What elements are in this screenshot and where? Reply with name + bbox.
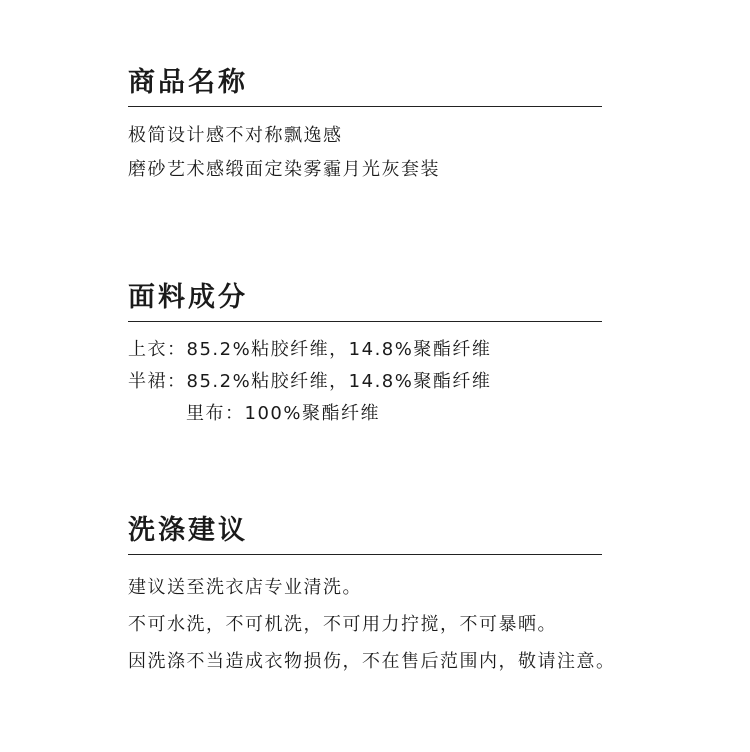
care-line: 建议送至洗衣店专业清洗。	[128, 577, 362, 598]
fabric-section	[128, 281, 602, 430]
product-name-heading: 商品名称	[128, 66, 602, 107]
fabric-line-skirt: 半裙：85.2%粘胶纤维，14.8%聚酯纤维	[128, 371, 492, 392]
care-heading: 洗涤建议	[128, 514, 602, 555]
care-section	[128, 514, 616, 680]
product-name-line: 磨砂艺术感缎面定染雾霾月光灰套装	[128, 159, 440, 180]
care-line: 不可水洗，不可机洗，不可用力拧搅，不可暴晒。	[128, 614, 557, 635]
product-name-line: 极简设计感不对称飘逸感	[128, 125, 343, 146]
fabric-heading: 面料成分	[128, 281, 602, 322]
fabric-line-lining: 里布：100%聚酯纤维	[186, 403, 380, 424]
fabric-line-top: 上衣：85.2%粘胶纤维，14.8%聚酯纤维	[128, 339, 492, 360]
product-name-section	[128, 66, 602, 187]
fabric-lines	[128, 334, 602, 430]
product-name-lines	[128, 119, 602, 187]
care-line: 因洗涤不当造成衣物损伤，不在售后范围内，敬请注意。	[128, 651, 616, 672]
care-lines	[128, 569, 616, 680]
